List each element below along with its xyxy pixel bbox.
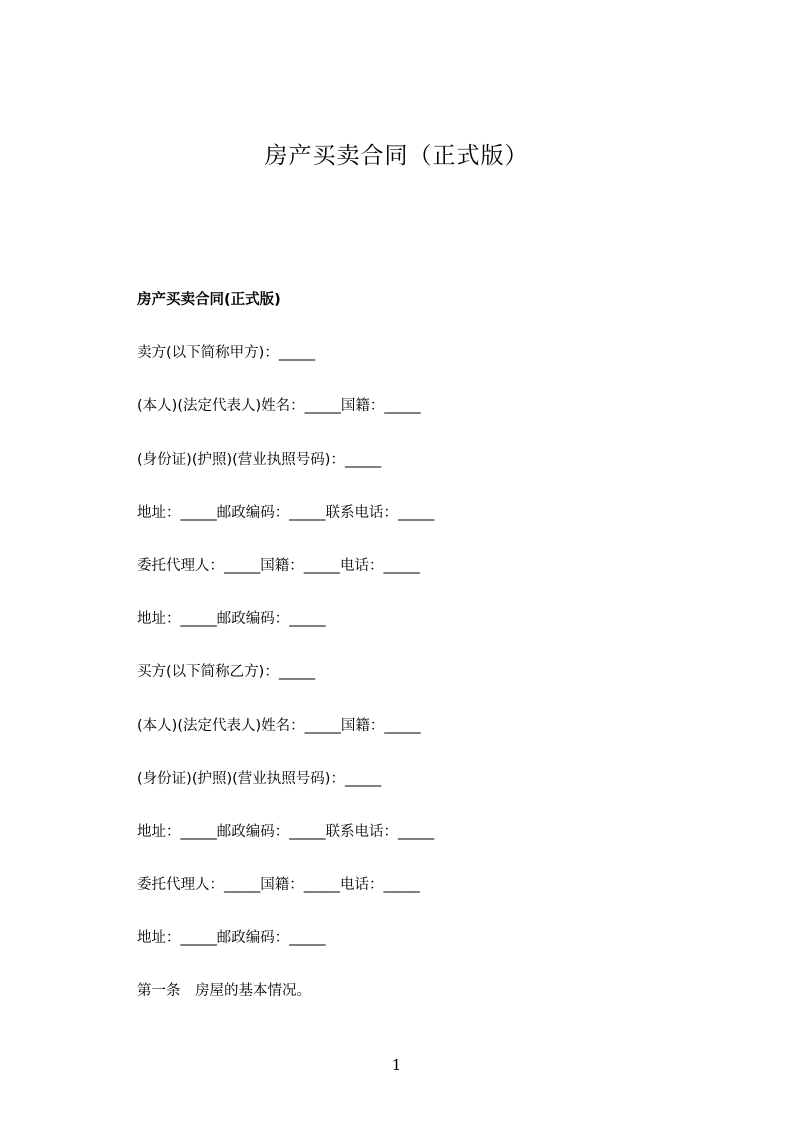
contract-heading: 房产买卖合同(正式版) xyxy=(137,292,281,308)
buyer-id-line: (身份证)(护照)(营业执照号码)：_____ xyxy=(137,770,382,787)
seller-name-nationality-line: (本人)(法定代表人)姓名：_____国籍：_____ xyxy=(137,398,421,415)
seller-agent-line: 委托代理人：_____国籍：_____电话：_____ xyxy=(137,557,420,574)
buyer-address-line: 地址：_____邮政编码：_____联系电话：_____ xyxy=(137,823,435,840)
seller-agent-address-line: 地址：_____邮政编码：_____ xyxy=(137,611,326,628)
buyer-line: 买方(以下简称乙方)：_____ xyxy=(137,664,316,681)
page-number: 1 xyxy=(391,1056,402,1074)
article-one-line: 第一条 房屋的基本情况。 xyxy=(137,983,311,1000)
buyer-agent-line: 委托代理人：_____国籍：_____电话：_____ xyxy=(137,877,420,894)
seller-line: 卖方(以下简称甲方)：_____ xyxy=(137,345,316,362)
seller-address-line: 地址：_____邮政编码：_____联系电话：_____ xyxy=(137,504,435,521)
document-body xyxy=(137,286,697,1031)
buyer-name-nationality-line: (本人)(法定代表人)姓名：_____国籍：_____ xyxy=(137,717,421,734)
document-title: 房产买卖合同（正式版） xyxy=(264,143,529,169)
buyer-agent-address-line: 地址：_____邮政编码：_____ xyxy=(137,930,326,947)
seller-id-line: (身份证)(护照)(营业执照号码)：_____ xyxy=(137,451,382,468)
